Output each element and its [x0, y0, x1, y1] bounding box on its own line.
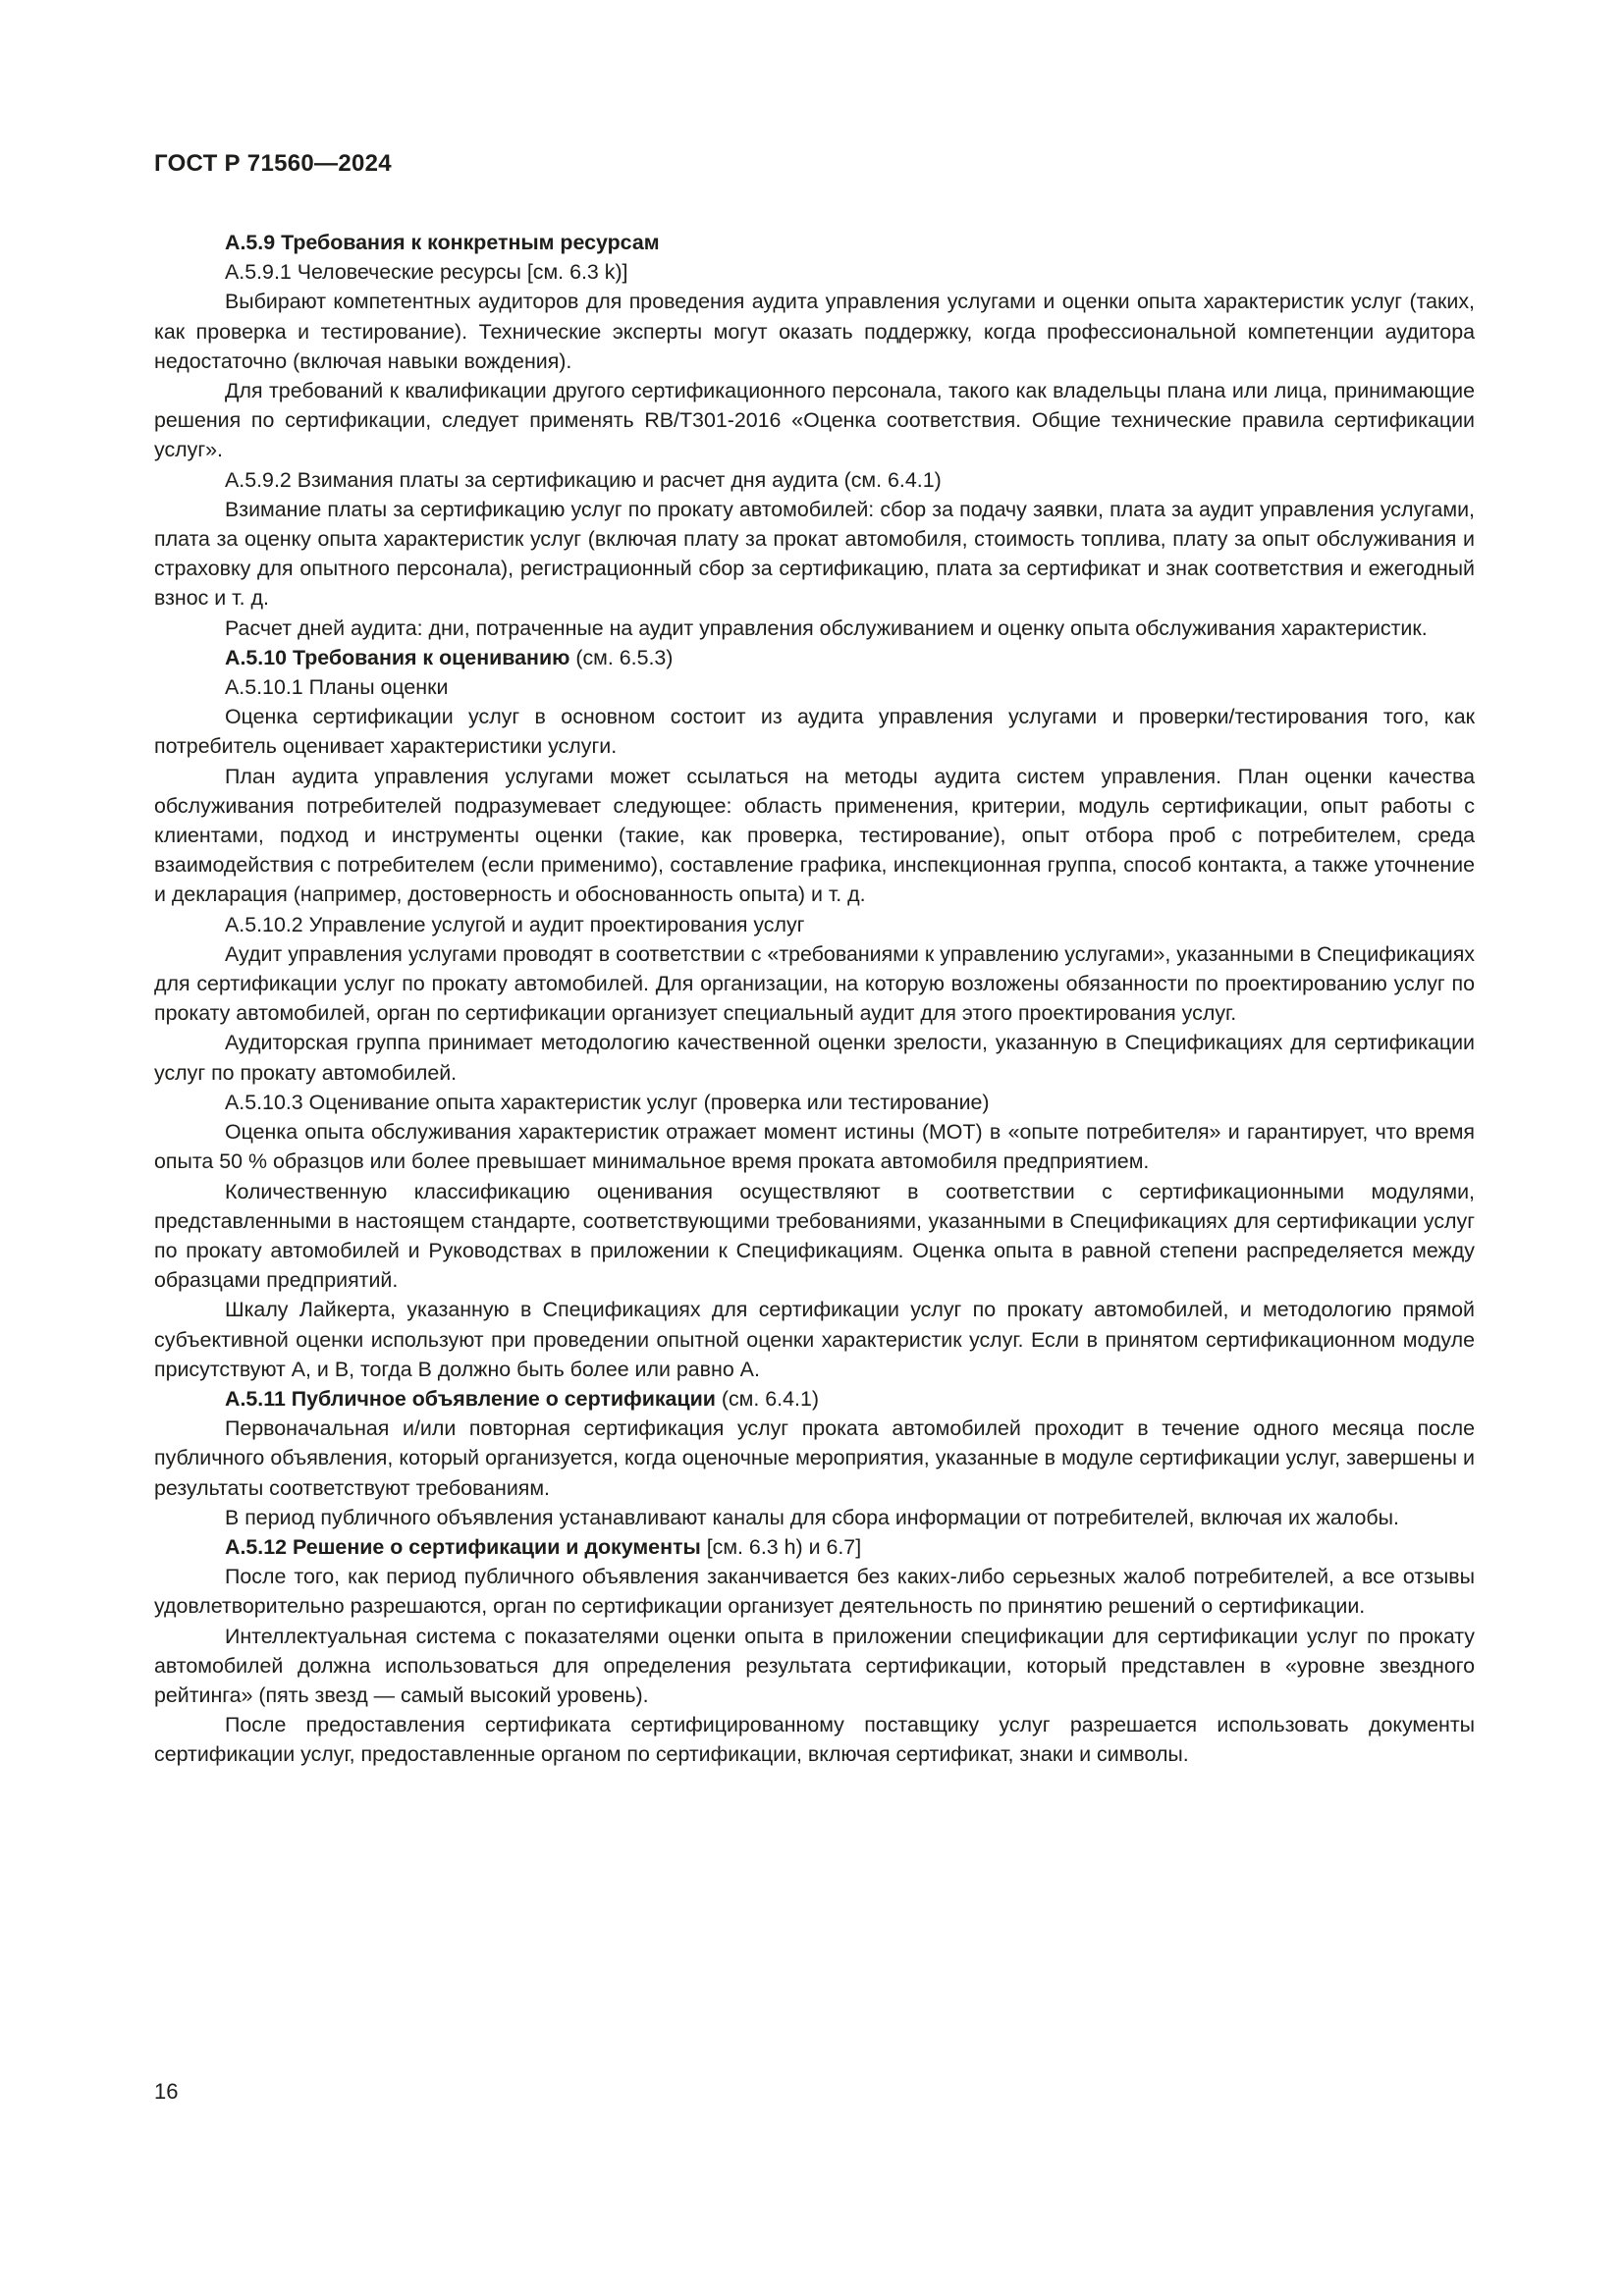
paragraph: После предоставления сертификата сертифицированному поставщику услуг разрешается использовать документы сертификации услуг, предоставленные органом по сертификации, включая сертификат, знаки и символы. [154, 1713, 1475, 1767]
subsection-title: А.5.10.3 Оценивание опыта характеристик услуг (проверка или тестирование) [225, 1090, 990, 1114]
subsection-title: А.5.9.2 Взимания платы за сертификацию и расчет дня аудита (см. 6.4.1) [225, 467, 942, 492]
document-body [154, 228, 1475, 1770]
paragraph: Оценка опыта обслуживания характеристик отражает момент истины (МОТ) в «опыте потребителя» и гарантирует, что время опыта 50 % образцов или более превышает минимальное время проката автомобиля предприятием. [154, 1120, 1475, 1174]
page-number: 16 [154, 2079, 179, 2104]
paragraph: В период публичного объявления устанавливают каналы для сбора информации от потребителей, включая их жалобы. [225, 1505, 1399, 1529]
paragraph: Шкалу Лайкерта, указанную в Спецификациях для сертификации услуг по прокату автомобилей, и методологию прямой субъективной оценки используют при проведении опытной оценки характеристик услуг. Если в принятом сертификационном модуле присутствуют A, и B, тогда B должно быть более или равно A. [154, 1298, 1475, 1381]
paragraph: Аудит управления услугами проводят в соответствии с «требованиями к управлению услугами», указанными в Спецификациях для сертификации услуг по прокату автомобилей. Для организации, на которую возложены обязанности по проектированию услуг по прокату автомобилей, орган по сертификации организует специальный аудит для этого проектирования услуг. [154, 941, 1475, 1026]
subsection-title: А.5.10.1 Планы оценки [225, 675, 449, 700]
paragraph: Оценка сертификации услуг в основном состоит из аудита управления услугами и проверки/тестирования того, как потребитель оценивает характеристики услуги. [154, 705, 1475, 759]
paragraph: После того, как период публичного объявления заканчивается без каких-либо серьезных жалоб потребителей, а все отзывы удовлетворительно разрешаются, орган по сертификации организует деятельность по принятию решений о сертификации. [154, 1565, 1475, 1619]
section-heading: А.5.9 Требования к конкретным ресурсам [225, 231, 660, 254]
paragraph: Количественную классификацию оценивания осуществляют в соответствии с сертификационными модулями, представленными в настоящем стандарте, соответствующими требованиями, указанными в Спецификациях для сертификации услуг по прокату автомобилей и Руководствах в приложении к Спецификациям. Оценка опыта в равной степени распределяется между образцами предприятий. [154, 1179, 1475, 1293]
section-heading: А.5.11 Публичное объявление о сертификации (см. 6.4.1) [225, 1386, 819, 1411]
section-heading: А.5.10 Требования к оцениванию (см. 6.5.3) [225, 645, 674, 669]
paragraph: Выбирают компетентных аудиторов для проведения аудита управления услугами и оценки опыта характеристик услуг (таких, как проверка и тестирование). Технические эксперты могут оказать поддержку, когда профессиональной компетенции аудитора недостаточно (включая навыки вождения). [154, 290, 1475, 373]
paragraph: Интеллектуальная система с показателями оценки опыта в приложении спецификации для сертификации услуг по прокату автомобилей должна использоваться для определения результата сертификации, который представлен в «уровне звездного рейтинга» (пять звезд — самый высокий уровень). [154, 1624, 1475, 1707]
subsection-title: А.5.10.2 Управление услугой и аудит проектирования услуг [225, 912, 805, 936]
paragraph: План аудита управления услугами может ссылаться на методы аудита систем управления. План оценки качества обслуживания потребителей подразумевает следующее: область применения, критерии, модуль сертификации, опыт работы с клиентами, подход и инструменты оценки (такие, как проверка, тестирование), опыт отбора проб с потребителем, среда взаимодействия с потребителем (если применимо), составление графика, инспекционная группа, способ контакта, а также уточнение и декларация (например, достоверность и обоснованность опыта) и т. д. [154, 764, 1475, 907]
section-heading: А.5.12 Решение о сертификации и документы [см. 6.3 h) и 6.7] [225, 1534, 862, 1559]
paragraph: Первоначальная и/или повторная сертификация услуг проката автомобилей проходит в течение одного месяца после публичного объявления, который организуется, когда оценочные мероприятия, указанные в модуле сертификации услуг, завершены и результаты соответствуют требованиям. [154, 1416, 1475, 1500]
paragraph: Для требований к квалификации другого сертификационного персонала, такого как владельцы плана или лица, принимающие решения по сертификации, следует применять RB/T301-2016 «Оценка соответствия. Общие технические правила сертификации услуг». [154, 379, 1475, 462]
subsection-title: А.5.9.1 Человеческие ресурсы [см. 6.3 k)] [225, 260, 628, 285]
page-header-standard-code: ГОСТ Р 71560—2024 [154, 150, 392, 177]
paragraph: Взимание платы за сертификацию услуг по прокату автомобилей: сбор за подачу заявки, плата за аудит управления услугами, плата за оценку опыта характеристик услуг (включая плату за прокат автомобиля, стоимость топлива, плату за опыт обслуживания и страховку для опытного персонала), регистрационный сбор за сертификацию, плата за сертификат и знак соответствия и ежегодный взнос и т. д. [154, 497, 1475, 611]
paragraph: Аудиторская группа принимает методологию качественной оценки зрелости, указанную в Спецификациях для сертификации услуг по прокату автомобилей. [154, 1031, 1475, 1085]
paragraph: Расчет дней аудита: дни, потраченные на аудит управления обслуживанием и оценку опыта обслуживания характеристик. [225, 615, 1428, 640]
